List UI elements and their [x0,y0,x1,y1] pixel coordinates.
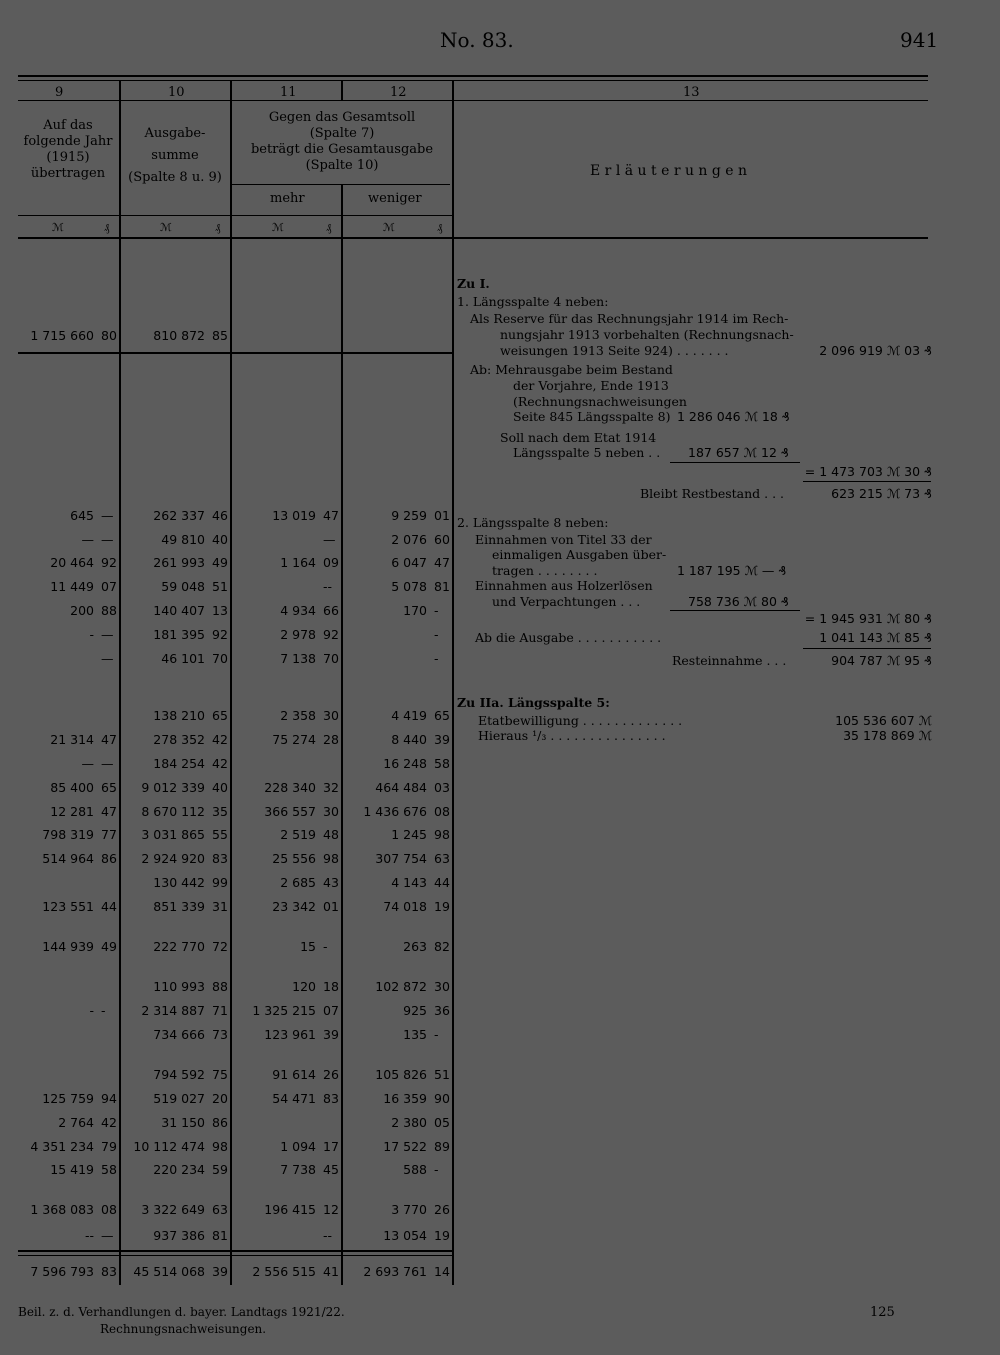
cell-c10-pf: 71 [212,1003,228,1018]
cell-c10-pf: 98 [212,1139,228,1154]
cell-c11-amount: 1 094 [280,1139,316,1154]
header-rule [18,100,928,101]
total-c9-pf: 83 [101,1264,117,1279]
cell-c10-amount: 810 872 [153,328,205,343]
cell-c11-amount: 2 358 [280,708,316,723]
cell-c12-pf: 26 [434,1202,450,1217]
cell-c11-pf: 43 [323,875,339,890]
exp-line: Resteinnahme . . . [672,653,787,668]
cell-c10-pf: 83 [212,851,228,866]
cell-c12-pf: 08 [434,804,450,819]
exp-line: einmaligen Ausgaben über- [492,547,667,562]
cell-c11-amount: 91 614 [272,1067,316,1082]
cell-c11-pf: 83 [323,1091,339,1106]
cell-c10-pf: 88 [212,979,228,994]
cell-c12-pf: 44 [434,875,450,890]
total-c10-pf: 39 [212,1264,228,1279]
cell-c9-amount: - [89,1003,94,1018]
sum-rule [803,648,931,649]
cell-c11-amount: 228 340 [264,780,316,795]
section-rule [18,352,452,354]
cell-c10-amount: 261 993 [153,555,205,570]
cell-c9-amount: 645 [70,508,94,523]
cell-c11-pf: 70 [323,651,339,666]
cell-c11-pf: 30 [323,804,339,819]
cell-c12-amount: 1 245 [391,827,427,842]
cell-c9-pf: — [101,1228,114,1243]
cell-c10-amount: 138 210 [153,708,205,723]
cell-c9-amount: 15 419 [50,1162,94,1177]
cell-c12-pf: 89 [434,1139,450,1154]
cell-c11-pf: 18 [323,979,339,994]
cell-c10-amount: 519 027 [153,1091,205,1106]
cell-c10-pf: 75 [212,1067,228,1082]
cell-c11-pf: 09 [323,555,339,570]
cell-c9-pf: 08 [101,1202,117,1217]
cell-c10-pf: 63 [212,1202,228,1217]
cell-c11-amount: 196 415 [264,1202,316,1217]
header-rule [18,237,928,239]
zu-2-heading: Zu IIa. Längsspalte 5: [457,695,610,710]
cell-c12-pf: 03 [434,780,450,795]
cell-c9-amount: 85 400 [50,780,94,795]
top-rule-2 [18,80,928,81]
cell-c12-amount: 9 259 [391,508,427,523]
col-num-12: 12 [390,85,407,100]
cell-c11-amount: 366 557 [264,804,316,819]
cell-c11-amount: 123 961 [264,1027,316,1042]
cell-c10-amount: 46 101 [161,651,205,666]
cell-c12-amount: 170 [403,603,427,618]
cell-c12-amount: 16 248 [383,756,427,771]
cell-c9-pf: - [101,1003,106,1018]
cell-c11-amount: 15 [300,939,316,954]
cell-c10-pf: 13 [212,603,228,618]
cell-c12-pf: 63 [434,851,450,866]
exp-value: 1 041 143 ℳ 85 ₰ [819,630,932,645]
unit-pf: ₰ [215,221,221,234]
cell-c10-pf: 92 [212,627,228,642]
cell-c12-amount: 2 380 [391,1115,427,1130]
cell-c10-amount: 220 234 [153,1162,205,1177]
cell-c9-amount: 125 759 [42,1091,94,1106]
cell-c11-amount: 2 978 [280,627,316,642]
exp-line: Als Reserve für das Rechnungsjahr 1914 im Rech- [470,311,789,326]
cell-c11-amount: 23 342 [272,899,316,914]
cell-c11-pf: 92 [323,627,339,642]
unit-mark: ℳ [272,221,284,234]
cell-c12-amount: 263 [403,939,427,954]
total-c9: 7 596 793 [30,1264,94,1279]
cell-c11-pf: 45 [323,1162,339,1177]
cell-c9-pf: 77 [101,827,117,842]
cell-c12-pf: 30 [434,979,450,994]
cell-c10-amount: 734 666 [153,1027,205,1042]
cell-c12-pf: 60 [434,532,450,547]
cell-c12-pf: 81 [434,579,450,594]
cell-c12-amount: 1 436 676 [363,804,427,819]
cell-c12-pf: - [434,1027,439,1042]
cell-c10-amount: 851 339 [153,899,205,914]
cell-c9-amount: 200 [70,603,94,618]
total-c12: 2 693 761 [363,1264,427,1279]
exp-value: 623 215 ℳ 73 ₰ [831,486,932,501]
cell-c11-amount: 120 [292,979,316,994]
cell-c12-amount: 102 872 [375,979,427,994]
cell-c10-pf: 65 [212,708,228,723]
exp-line: nungsjahr 1913 vorbehalten (Rechnungsnach- [500,327,794,342]
cell-c9-pf: 58 [101,1162,117,1177]
cell-c12-amount: 105 826 [375,1067,427,1082]
cell-c9-pf: 92 [101,555,117,570]
unit-mark: ℳ [52,221,64,234]
cell-c12-pf: 90 [434,1091,450,1106]
exp-line: 2. Längsspalte 8 neben: [457,515,609,530]
col-num-13: 13 [683,85,700,100]
cell-c10-pf: 70 [212,651,228,666]
cell-c10-amount: 31 150 [161,1115,205,1130]
zu-1-heading: Zu I. [457,276,490,291]
cell-c9-pf: 47 [101,732,117,747]
cell-c9-pf: 49 [101,939,117,954]
cell-c12-pf: 19 [434,899,450,914]
cell-c10-pf: 55 [212,827,228,842]
cell-c12-amount: 3 770 [391,1202,427,1217]
cell-c12-amount: 135 [403,1027,427,1042]
cell-c11-pf: 48 [323,827,339,842]
cell-c11-pf: 01 [323,899,339,914]
total-c11: 2 556 515 [252,1264,316,1279]
cell-c11-pf: 12 [323,1202,339,1217]
cell-c12-amount: 925 [403,1003,427,1018]
cell-c10-amount: 130 442 [153,875,205,890]
exp-value: 187 657 ℳ 12 ₰ [688,445,789,460]
cell-c12-pf: 36 [434,1003,450,1018]
cell-c9-amount: - [89,627,94,642]
cell-c9-pf: 79 [101,1139,117,1154]
cell-c10-pf: 59 [212,1162,228,1177]
cell-c10-amount: 49 810 [161,532,205,547]
cell-c10-amount: 140 407 [153,603,205,618]
cell-c10-pf: 42 [212,756,228,771]
cell-c12-pf: 82 [434,939,450,954]
cell-c9-pf: 47 [101,804,117,819]
cell-c10-amount: 2 924 920 [141,851,205,866]
sum-rule [670,462,800,463]
cell-c11-amount: 54 471 [272,1091,316,1106]
cell-c12-pf: - [434,651,439,666]
cell-c11-pf: 98 [323,851,339,866]
exp-value: = 1 945 931 ℳ 80 ₰ [804,611,932,626]
cell-c9-amount: — [81,756,94,771]
exp-line: weisungen 1913 Seite 924) . . . . . . . [500,343,729,358]
cell-c12-amount: 5 078 [391,579,427,594]
cell-c9-amount: 1 368 083 [30,1202,94,1217]
cell-c11-pf: 32 [323,780,339,795]
cell-c11-amount: 75 274 [272,732,316,747]
cell-c10-amount: 184 254 [153,756,205,771]
total-rule-2 [18,1255,452,1256]
cell-c10-pf: 73 [212,1027,228,1042]
exp-value: = 1 473 703 ℳ 30 ₰ [804,464,932,479]
cell-c11-pf: - [323,939,328,954]
cell-c12-pf: 98 [434,827,450,842]
cell-c9-amount: 21 314 [50,732,94,747]
exp-line: Ab die Ausgabe . . . . . . . . . . . [475,630,662,645]
col11-mehr: mehr [270,191,305,206]
cell-c12-amount: 464 484 [375,780,427,795]
cell-c11-pf: 30 [323,708,339,723]
cell-c9-pf: 80 [101,328,117,343]
cell-c9-amount: 11 449 [50,579,94,594]
col-divider [341,185,343,1285]
cell-c11-pf: 39 [323,1027,339,1042]
cell-c9-amount: — [81,532,94,547]
cell-c12-pf: 58 [434,756,450,771]
col-divider [230,80,232,1285]
cell-c12-pf: 01 [434,508,450,523]
cell-c9-pf: — [101,532,114,547]
unit-pf: ₰ [104,221,110,234]
cell-c12-pf: 47 [434,555,450,570]
cell-c10-amount: 2 314 887 [141,1003,205,1018]
exp-value: 1 286 046 ℳ 18 ₰ [677,409,790,424]
cell-c9-amount: 12 281 [50,804,94,819]
cell-c9-pf: 88 [101,603,117,618]
cell-c10-pf: 99 [212,875,228,890]
cell-c11-pf: 28 [323,732,339,747]
cell-c12-amount: 588 [403,1162,427,1177]
cell-c12-pf: - [434,1162,439,1177]
cell-c11-pf: 17 [323,1139,339,1154]
total-c10: 45 514 068 [133,1264,205,1279]
col-num-11: 11 [280,85,297,100]
col-divider [341,80,343,100]
cell-c11-pf: -- [323,1228,333,1243]
cell-c10-amount: 59 048 [161,579,205,594]
cell-c9-pf: — [101,756,114,771]
cell-c9-amount: 798 319 [42,827,94,842]
cell-c11-amount: 7 738 [280,1162,316,1177]
cell-c11-amount: 2 685 [280,875,316,890]
cell-c9-pf: 07 [101,579,117,594]
header-rule [18,215,452,216]
col-divider [452,80,454,1285]
exp-line: Seite 845 Längsspalte 8) [513,409,671,424]
cell-c12-pf: 05 [434,1115,450,1130]
cell-c10-amount: 9 012 339 [141,780,205,795]
unit-pf: ₰ [326,221,332,234]
exp-value: 2 096 919 ℳ 03 ₰ [819,343,932,358]
total-c12-pf: 14 [434,1264,450,1279]
cell-c9-pf: — [101,651,114,666]
cell-c9-amount: 4 351 234 [30,1139,94,1154]
cell-c12-amount: 307 754 [375,851,427,866]
page-number: 941 [900,28,939,52]
exp-line: Längsspalte 5 neben . . [513,445,661,460]
cell-c10-pf: 81 [212,1228,228,1243]
exp-line: Einnahmen von Titel 33 der [475,532,652,547]
exp-line: der Vorjahre, Ende 1913 [513,378,669,393]
cell-c10-pf: 46 [212,508,228,523]
cell-c10-amount: 110 993 [153,979,205,994]
col11-12-header: Gegen das Gesamtsoll (Spalte 7) beträgt die Gesamtausgabe (Spalte 10) [250,110,434,173]
cell-c10-amount: 181 395 [153,627,205,642]
cell-c12-amount: 6 047 [391,555,427,570]
cell-c10-amount: 262 337 [153,508,205,523]
top-rule [18,75,928,77]
cell-c11-amount: 4 934 [280,603,316,618]
cell-c9-amount: -- [84,1228,94,1243]
cell-c11-pf: -- [323,579,333,594]
exp-line: tragen . . . . . . . . [492,563,598,578]
cell-c12-pf: 39 [434,732,450,747]
cell-c9-amount: 144 939 [42,939,94,954]
cell-c10-pf: 20 [212,1091,228,1106]
exp-value: 1 187 195 ℳ — ₰ [677,563,787,578]
cell-c10-amount: 794 592 [153,1067,205,1082]
exp-value: 904 787 ℳ 95 ₰ [831,653,932,668]
total-rule [18,1250,452,1252]
exp-line: Hieraus ¹/₃ . . . . . . . . . . . . . . . [478,728,666,743]
cell-c10-pf: 40 [212,780,228,795]
col13-header: E r l ä u t e r u n g e n [590,163,748,179]
cell-c11-amount: 13 019 [272,508,316,523]
cell-c10-pf: 51 [212,579,228,594]
cell-c11-pf: 07 [323,1003,339,1018]
cell-c11-amount: 25 556 [272,851,316,866]
cell-c9-amount: 20 464 [50,555,94,570]
cell-c9-amount: 1 715 660 [30,328,94,343]
cell-c12-amount: 17 522 [383,1139,427,1154]
cell-c10-pf: 42 [212,732,228,747]
header-rule [232,184,450,185]
cell-c12-amount: 16 359 [383,1091,427,1106]
exp-value: 35 178 869 ℳ [843,728,932,743]
cell-c10-amount: 937 386 [153,1228,205,1243]
cell-c12-pf: - [434,603,439,618]
cell-c10-amount: 3 031 865 [141,827,205,842]
cell-c9-pf: 65 [101,780,117,795]
cell-c12-pf: 65 [434,708,450,723]
cell-c11-amount: 1 164 [280,555,316,570]
cell-c9-pf: — [101,627,114,642]
cell-c11-amount: 2 519 [280,827,316,842]
cell-c12-amount: 2 076 [391,532,427,547]
col9-header: Auf das folgende Jahr (1915) übertragen [23,118,113,181]
cell-c12-amount: 13 054 [383,1228,427,1243]
exp-value: 758 736 ℳ 80 ₰ [688,594,789,609]
cell-c11-pf: — [323,532,336,547]
exp-line: und Verpachtungen . . . [492,594,641,609]
exp-line: Etatbewilligung . . . . . . . . . . . . . [478,713,683,728]
cell-c10-amount: 8 670 112 [141,804,205,819]
cell-c11-pf: 26 [323,1067,339,1082]
cell-c12-pf: - [434,627,439,642]
cell-c11-amount: 1 325 215 [252,1003,316,1018]
cell-c10-pf: 49 [212,555,228,570]
cell-c9-pf: — [101,508,114,523]
cell-c12-amount: 8 440 [391,732,427,747]
cell-c10-pf: 72 [212,939,228,954]
cell-c10-pf: 86 [212,1115,228,1130]
cell-c12-amount: 74 018 [383,899,427,914]
exp-line: Ab: Mehrausgabe beim Bestand [470,362,673,377]
cell-c10-pf: 35 [212,804,228,819]
cell-c12-pf: 19 [434,1228,450,1243]
cell-c12-pf: 51 [434,1067,450,1082]
exp-line: Einnahmen aus Holzerlösen [475,578,653,593]
exp-line: (Rechnungsnachweisungen [513,394,687,409]
cell-c10-amount: 222 770 [153,939,205,954]
col-num-9: 9 [55,85,64,100]
cell-c12-amount: 4 143 [391,875,427,890]
col10-header: Ausgabe- summe (Spalte 8 u. 9) [128,126,222,185]
cell-c11-pf: 47 [323,508,339,523]
cell-c9-pf: 86 [101,851,117,866]
col-divider [119,80,121,1285]
cell-c10-pf: 31 [212,899,228,914]
col-num-10: 10 [168,85,185,100]
cell-c11-amount: 7 138 [280,651,316,666]
cell-c12-amount: 4 419 [391,708,427,723]
cell-c9-amount: 123 551 [42,899,94,914]
cell-c9-amount: 2 764 [58,1115,94,1130]
cell-c9-pf: 44 [101,899,117,914]
exp-value: 105 536 607 ℳ [835,713,932,728]
cell-c11-pf: 66 [323,603,339,618]
footer-source-2: Rechnungsnachweisungen. [100,1322,267,1336]
cell-c10-amount: 278 352 [153,732,205,747]
cell-c10-amount: 3 322 649 [141,1202,205,1217]
cell-c9-pf: 94 [101,1091,117,1106]
sum-rule [670,610,800,611]
unit-pf: ₰ [437,221,443,234]
page-title: No. 83. [440,28,514,52]
sum-rule [803,481,931,482]
exp-line: Bleibt Restbestand . . . [640,486,785,501]
cell-c9-amount: 514 964 [42,851,94,866]
footer-source: Beil. z. d. Verhandlungen d. bayer. Landtags 1921/22. [18,1305,345,1319]
cell-c10-pf: 85 [212,328,228,343]
cell-c10-amount: 10 112 474 [133,1139,205,1154]
exp-line: Soll nach dem Etat 1914 [500,430,657,445]
cell-c9-pf: 42 [101,1115,117,1130]
unit-mark: ℳ [160,221,172,234]
col12-weniger: weniger [368,191,422,206]
cell-c10-pf: 40 [212,532,228,547]
total-c11-pf: 41 [323,1264,339,1279]
footer-page-number: 125 [870,1305,895,1320]
unit-mark: ℳ [383,221,395,234]
exp-line: 1. Längsspalte 4 neben: [457,294,609,309]
